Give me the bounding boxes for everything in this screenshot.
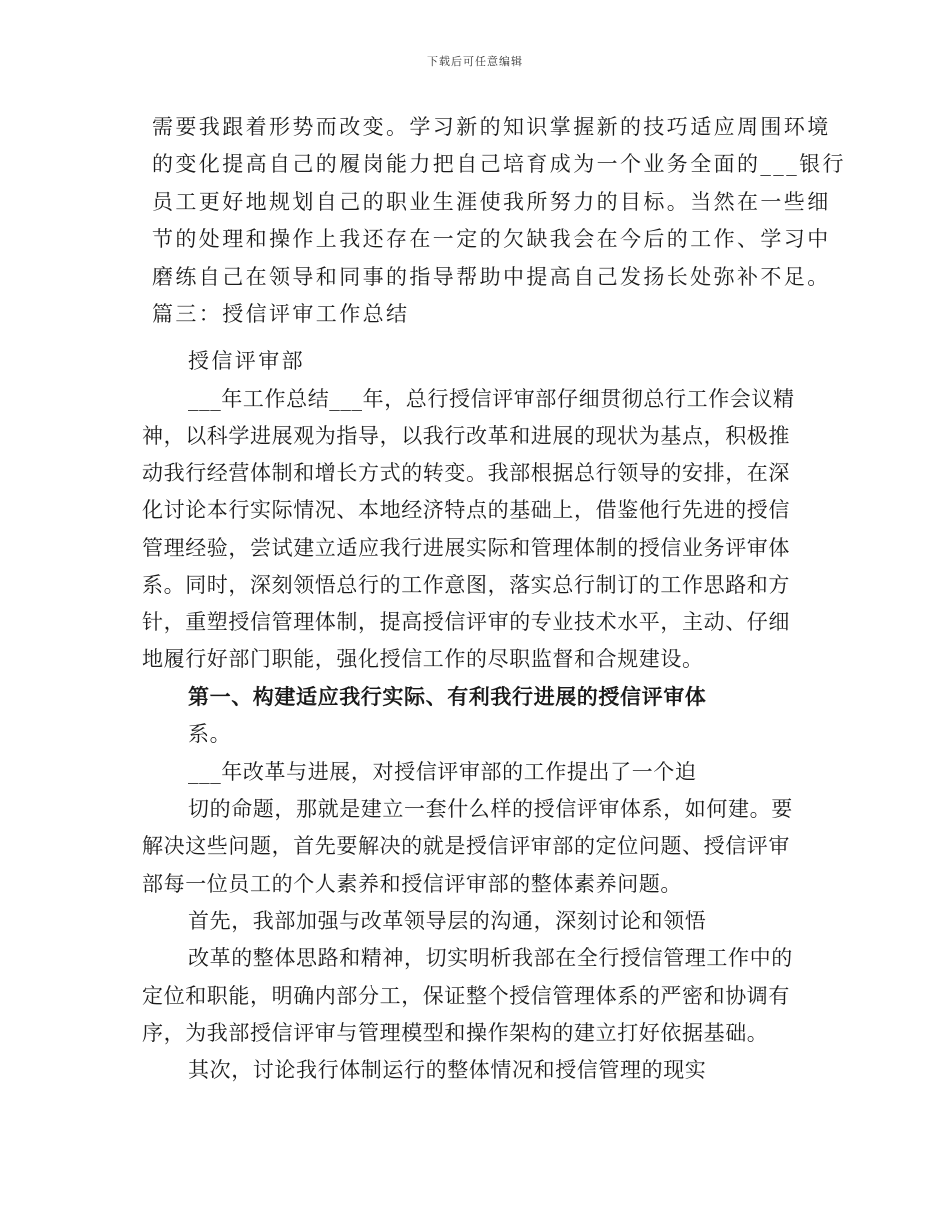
text-line-14: 针，重塑授信管理体制，提高授信评审的专业技术水平，主动、仔细 — [142, 610, 790, 634]
text-line-18: ___年改革与进展，对授信评审部的工作提出了一个迫 — [188, 760, 697, 784]
text-line-20: 解决这些问题，首先要解决的就是授信评审部的定位问题、授信评审 — [142, 834, 790, 858]
text-line-24: 定位和职能，明确内部分工，保证整个授信管理体系的严密和协调有 — [142, 984, 790, 1008]
department-heading: 授信评审部 — [188, 349, 305, 373]
text-line-22: 首先，我部加强与改革领导层的沟通，深刻讨论和领悟 — [188, 909, 707, 933]
text-line-5: 磨练自己在领导和同事的指导帮助中提高自己发扬长处弥补不足。 — [152, 265, 831, 289]
text-line-9: 神，以科学进展观为指导，以我行改革和进展的现状为基点，积极推 — [142, 424, 790, 448]
text-line-13: 系。同时，深刻领悟总行的工作意图，落实总行制订的工作思路和方 — [142, 573, 790, 597]
text-line-3: 员工更好地规划自己的职业生涯使我所努力的目标。当然在一些细 — [152, 190, 831, 214]
text-line-25: 序，为我部授信评审与管理模型和操作架构的建立打好依据基础。 — [142, 1021, 769, 1045]
subsection-heading: 第一、构建适应我行实际、有利我行进展的授信评审体 — [188, 684, 707, 709]
text-line-23: 改革的整体思路和精神，切实明析我部在全行授信管理工作中的 — [188, 946, 793, 970]
text-line-8: ___年工作总结___年，总行授信评审部仔细贯彻总行工作会议精 — [188, 387, 795, 411]
text-line-17: 系。 — [188, 722, 232, 746]
text-line-15: 地履行好部门职能，强化授信工作的尽职监督和合规建设。 — [142, 647, 704, 671]
text-line-21: 部每一位员工的个人素养和授信评审部的整体素养问题。 — [142, 872, 682, 896]
text-line-10: 动我行经营体制和增长方式的转变。我部根据总行领导的安排，在深 — [142, 461, 790, 485]
text-line-1: 需要我跟着形势而改变。学习新的知识掌握新的技巧适应周围环境 — [152, 115, 831, 139]
text-line-11: 化讨论本行实际情况、本地经济特点的基础上，借鉴他行先进的授信 — [142, 498, 790, 522]
text-line-2: 的变化提高自己的履岗能力把自己培育成为一个业务全面的___银行 — [152, 152, 846, 176]
page-header: 下载后可任意编辑 — [427, 55, 523, 68]
text-line-4: 节的处理和操作上我还存在一定的欠缺我会在今后的工作、学习中 — [152, 227, 831, 251]
text-line-12: 管理经验，尝试建立适应我行进展实际和管理体制的授信业务评审体 — [142, 536, 790, 560]
text-line-26: 其次，讨论我行体制运行的整体情况和授信管理的现实 — [188, 1058, 707, 1082]
section-title: 篇三：授信评审工作总结 — [152, 302, 410, 326]
text-line-19: 切的命题，那就是建立一套什么样的授信评审体系，如何建。要 — [188, 797, 793, 821]
